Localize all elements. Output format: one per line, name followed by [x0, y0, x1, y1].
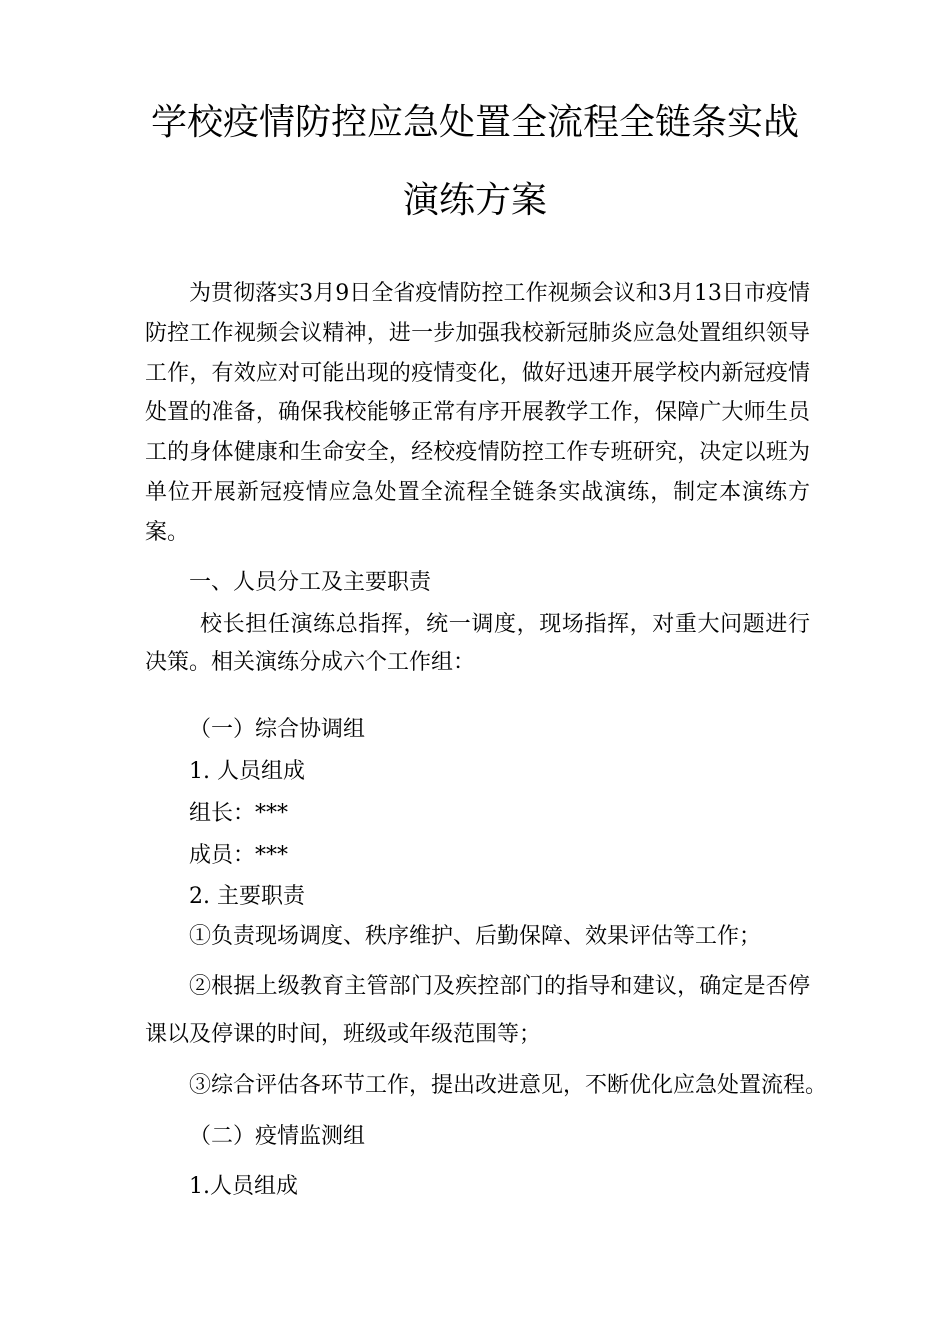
group-1-members-heading: 1. 人员组成 [189, 759, 305, 784]
group-1-leader: 组长：*** [189, 801, 289, 826]
group-1-duty-3: ③综合评估各环节工作，提出改进意见，不断优化应急处置流程。 [189, 1073, 828, 1098]
group-1-duty-1: ①负责现场调度、秩序维护、后勤保障、效果评估等工作； [189, 924, 762, 949]
group-2-members-heading: 1.人员组成 [189, 1174, 298, 1199]
section-1-heading: 一、人员分工及主要职责 [189, 570, 432, 595]
group-1-duty-2: ②根据上级教育主管部门及疾控部门的指导和建议，确定是否停课以及停课的时间，班级或年级范围等； [145, 974, 810, 1047]
group-1-duties-heading: 2. 主要职责 [189, 884, 305, 909]
group-1-heading: （一）综合协调组 [189, 717, 366, 742]
document-title-line-1: 学校疫情防控应急处置全流程全链条实战 [150, 102, 799, 143]
document-title-line-2: 演练方案 [402, 180, 547, 221]
group-1-members: 成员：*** [189, 843, 289, 868]
intro-paragraph: 为贯彻落实3月9日全省疫情防控工作视频会议和3月13日市疫情防控工作视频会议精神，进一步加强我校新冠肺炎应急处置组织领导工作，有效应对可能出现的疫情变化，做好迅速开展学校内新冠疫情处置的准备，确保我校能够正常有序开展教学工作，保障广大师生员工的身体健康和生命安全，经校疫情防控工作专班研究，决定以班为单位开展新冠疫情应急处置全流程全链条实战演练，制定本演练方案。 [145, 281, 810, 545]
group-2-heading: （二）疫情监测组 [189, 1124, 366, 1149]
section-1-intro: 校长担任演练总指挥，统一调度，现场指挥，对重大问题进行决策。相关演练分成六个工作组： [145, 612, 810, 675]
